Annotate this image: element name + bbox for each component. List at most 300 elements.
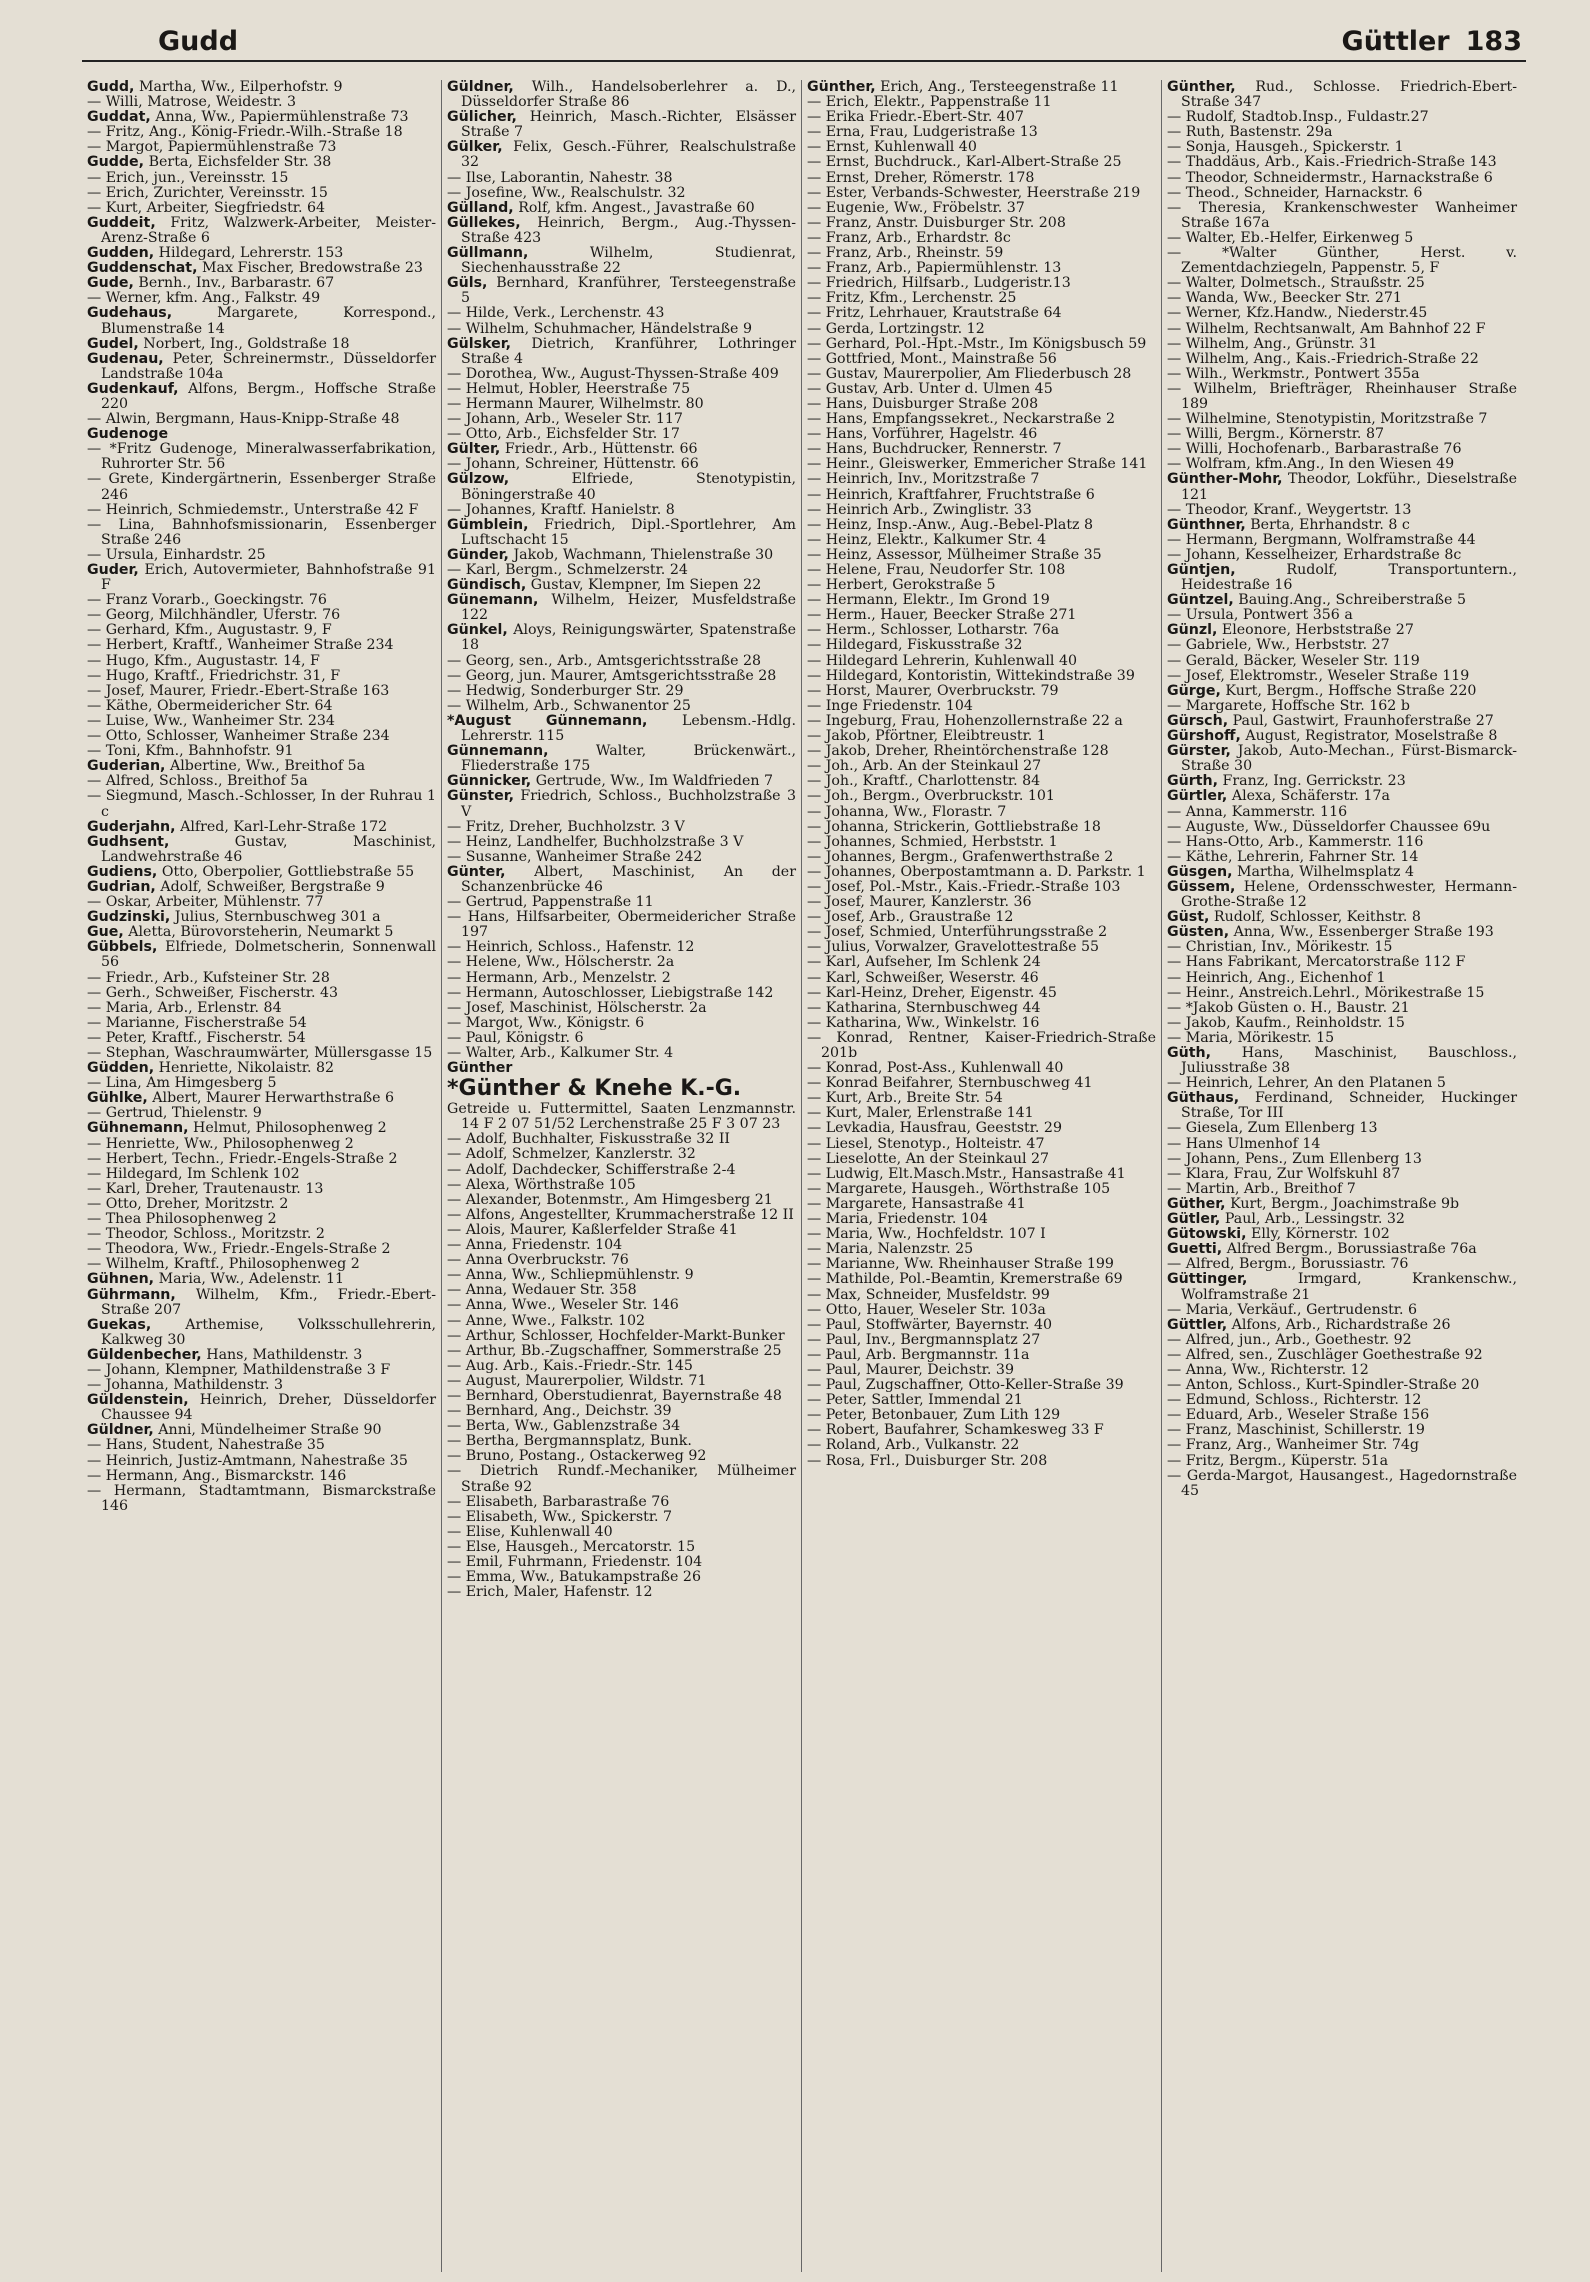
entry-details: — Heinz, Landhelfer, Buchholzstraße 3 V [447,833,744,850]
entry-details: — Gottfried, Mont., Mainstraße 56 [807,350,1057,367]
directory-entry [87,1091,436,1106]
entry-details: — Herbert, Techn., Friedr.-Engels-Straße 2 [87,1150,398,1167]
directory-entry [807,1348,1156,1363]
directory-entry [807,955,1156,970]
entry-details: Friedrich, Dipl.-Sportlehrer, Am Luftschacht 15 [461,516,796,548]
directory-entry [1167,729,1517,744]
directory-entry [807,1378,1156,1393]
directory-entry [807,986,1156,1001]
entry-details: — Arthur, Bb.-Zugschaffner, Sommerstraße 25 [447,1342,782,1359]
directory-entry [87,110,436,125]
directory-entry [447,427,796,442]
directory-entry [1167,503,1517,518]
entry-details: — *Walter Günther, Herst. v. Zementdachziegeln, Pappenstr. 5, F [1167,245,1517,277]
directory-entry [1167,608,1517,623]
directory-entry [447,322,796,337]
entry-details: Bernhard, Kranführer, Tersteegenstraße 5 [461,275,796,307]
entry-details: Wilhelm, Studienrat, Siechenhausstraße 22 [461,245,796,277]
entry-details: — Werner, Kfz.Handw., Niederstr.45 [1167,305,1428,322]
entry-details: — Franz, Arg., Wanheimer Str. 74g [1167,1437,1420,1454]
directory-entry [1167,276,1517,291]
page-number: 183 [1465,26,1522,57]
entry-details: — Paul, Stoffwärter, Bayernstr. 40 [807,1316,1053,1333]
entry-surname: Gue, [87,924,124,941]
directory-entry [87,276,436,291]
directory-entry [1167,1363,1517,1378]
directory-entry [1167,291,1517,306]
entry-details: — Franz, Anstr. Duisburger Str. 208 [807,214,1066,231]
directory-entry [807,548,1156,563]
directory-entry [87,427,436,442]
entry-details: Alfred Bergm., Borussiastraße 76a [1222,1241,1477,1258]
entry-surname: Güttinger, [1167,1271,1248,1288]
directory-entry [1167,1393,1517,1408]
directory-entry [87,1454,436,1469]
entry-details: — Wilhelm, Ang., Kais.-Friedrich-Straße 22 [1167,350,1479,367]
entry-details: — Paul, Arb. Bergmannstr. 11a [807,1346,1030,1363]
entry-details: — Anna, Ww., Schliepmühlenstr. 9 [447,1267,694,1284]
directory-entry [807,276,1156,291]
entry-details: Jakob, Wachmann, Thielenstraße 30 [508,546,774,563]
entry-details: — Theodora, Ww., Friedr.-Engels-Straße 2 [87,1241,391,1258]
entry-details: — Anna Overbruckstr. 76 [447,1252,629,1269]
directory-entry [1167,1046,1517,1076]
entry-surname: Günther-Mohr, [1167,471,1283,488]
directory-entry [1167,1257,1517,1272]
directory-entry [447,1031,796,1046]
directory-entry [447,1268,796,1283]
directory-entry [447,472,796,502]
directory-entry [87,1484,436,1514]
entry-surname: Gühlke, [87,1090,148,1107]
entry-surname: Günster, [447,788,514,805]
entry-details: Jakob, Auto-Mechan., Fürst-Bismarck-Straße 30 [1181,743,1517,775]
entry-details: — Heinrich Arb., Zwinglistr. 33 [807,501,1032,518]
entry-details: — Paul, Königstr. 6 [447,1029,584,1046]
entry-surname: Güntjen, [1167,562,1236,578]
directory-entry [807,95,1156,110]
directory-entry [807,1137,1156,1152]
directory-entry [447,1540,796,1555]
directory-entry [87,744,436,759]
entry-details: — Johanna, Strickerin, Gottliebstraße 18 [807,818,1101,835]
directory-entry [447,910,796,940]
entry-details: — Alfred, sen., Zuschläger Goethestraße 92 [1167,1346,1483,1363]
entry-details: — Karl, Schweißer, Weserstr. 46 [807,969,1039,986]
entry-details: — Kurt, Arbeiter, Siegfriedstr. 64 [87,199,326,216]
directory-entry [447,1434,796,1449]
entry-details: — Marianne, Fischerstraße 54 [87,1014,307,1031]
entry-details: — Anna, Ww., Richterstr. 12 [1167,1361,1369,1378]
entry-surname: Guddat, [87,109,151,126]
entry-details: — Hans Ulmenhof 14 [1167,1135,1321,1152]
directory-entry [447,940,796,955]
entry-details: Bernh., Inv., Barbarastr. 67 [133,275,335,292]
directory-entry [807,1121,1156,1136]
directory-entry [807,1242,1156,1257]
directory-entry [87,835,436,865]
directory-entry [447,1163,796,1178]
directory-entry [87,140,436,155]
entry-details: — Josef, Pol.-Mstr., Kais.-Friedr.-Straße 103 [807,878,1121,895]
entry-details: — Alfred, Bergm., Borussiastr. 76 [1167,1256,1409,1273]
entry-details: — Johann, Pens., Zum Ellenberg 13 [1167,1150,1422,1167]
directory-entry: *Günther & Knehe K.-G. [447,1076,742,1102]
directory-entry [1167,306,1517,321]
directory-entry [1167,1212,1517,1227]
entry-details: — *Jakob Güsten o. H., Baustr. 21 [1167,999,1410,1016]
entry-details: — Hugo, Kraftf., Friedrichstr. 31, F [87,667,341,684]
entry-details: — Emma, Ww., Batukampstraße 26 [447,1569,701,1586]
entry-surname: Gudrian, [87,878,156,895]
directory-entry [1167,654,1517,669]
entry-details: — Ursula, Einhardstr. 25 [87,546,266,563]
entry-details: — Franz, Arb., Papiermühlenstr. 13 [807,260,1062,277]
entry-details: — Margarete, Hansastraße 41 [807,1195,1026,1212]
directory-entry [1167,1091,1517,1121]
entry-surname: Gürth, [1167,773,1219,790]
entry-surname: Guder, [87,562,139,578]
directory-entry [807,729,1156,744]
entry-details: Franz, Ing. Gerrickstr. 23 [1218,773,1406,790]
entry-details: — Hans, Hilfsarbeiter, Obermeidericher Straße 197 [447,909,796,941]
entry-details: — Georg, sen., Arb., Amtsgerichtsstraße 28 [447,652,762,669]
entry-details: — Theodor, Schneidermstr., Harnackstraße 6 [1167,169,1493,186]
directory-columns [82,80,1524,2272]
directory-entry [87,171,436,186]
entry-details: — Otto, Arb., Eichsfelder Str. 17 [447,426,680,443]
directory-entry [807,140,1156,155]
entry-details: — Karl, Aufseher, Im Schlenk 24 [807,954,1041,971]
directory-entry [87,1076,436,1091]
directory-entry [807,684,1156,699]
directory-entry [87,261,436,276]
directory-entry [807,1016,1156,1031]
entry-surname: Gudden, [87,245,155,262]
directory-entry [807,1197,1156,1212]
entry-details: — Hermann Maurer, Wilhelmstr. 80 [447,395,704,412]
entry-details: Paul, Arb., Lessingstr. 32 [1220,1211,1405,1228]
entry-details: — Inge Friedenstr. 104 [807,697,973,714]
directory-entry [1167,1454,1517,1469]
directory-entry [807,171,1156,186]
directory-entry [87,155,436,170]
directory-entry [807,1257,1156,1272]
directory-entry [447,1193,796,1208]
directory-entry [1167,1333,1517,1348]
entry-details: — Wilhelm, Schuhmacher, Händelstraße 9 [447,320,752,337]
directory-entry [1167,850,1517,865]
directory-entry [807,880,1156,895]
entry-details: — Wilhelm, Arb., Schwanentor 25 [447,697,691,714]
directory-entry [1167,910,1517,925]
entry-details: Gustav, Maschinist, Landwehrstraße 46 [101,833,436,865]
entry-details: — Rosa, Frl., Duisburger Str. 208 [807,1452,1048,1469]
directory-entry [807,1212,1156,1227]
entry-details: — Hans, Student, Nahestraße 35 [87,1437,325,1454]
entry-surname: Gühnen, [87,1271,155,1288]
directory-entry [447,986,796,1001]
entry-surname: Güldner, [447,80,514,95]
directory-entry [447,1061,796,1076]
directory-entry [807,231,1156,246]
entry-details: Julius, Sternbuschweg 301 a [170,909,381,926]
entry-details: Elfriede, Dolmetscherin, Sonnenwall 56 [101,939,436,971]
directory-entry [447,503,796,518]
entry-surname: Gudd, [87,80,135,95]
directory-entry [1167,382,1517,412]
directory-entry [447,1102,796,1132]
directory-entry [447,548,796,563]
directory-entry [447,171,796,186]
directory-entry [87,1106,436,1121]
entry-surname: Gürster, [1167,743,1231,760]
directory-entry [807,593,1156,608]
directory-entry [1167,1318,1517,1333]
entry-details: Max Fischer, Bredowstraße 23 [197,260,423,277]
entry-details: — Bernhard, Oberstudienrat, Bayernstraße 48 [447,1387,782,1404]
directory-entry [807,578,1156,593]
directory-entry [87,1061,436,1076]
directory-entry [1167,1438,1517,1453]
header-right-group [1342,26,1522,57]
directory-entry [807,910,1156,925]
entry-details: — Friedr., Arb., Kufsteiner Str. 28 [87,969,330,986]
entry-details: Kurt, Bergm., Hoffsche Straße 220 [1220,682,1477,699]
entry-details: — Roland, Arb., Vulkanstr. 22 [807,1437,1020,1454]
entry-details: — Josef, Maurer, Friedr.-Ebert-Straße 163 [87,682,390,699]
entry-surname: Güth, [1167,1045,1212,1061]
entry-details: — Alexander, Botenmstr., Am Himgesberg 21 [447,1191,773,1208]
entry-details: Rudolf, Transportuntern., Heidestraße 16 [1181,562,1517,594]
directory-entry [1167,805,1517,820]
directory-entry [807,940,1156,955]
entry-details: — Erich, Maler, Hafenstr. 12 [447,1584,653,1601]
directory-entry [87,1137,436,1152]
directory-entry [1167,231,1517,246]
directory-entry [447,397,796,412]
directory-entry [87,1001,436,1016]
directory-entry [1167,140,1517,155]
entry-details: — Käthe, Obermeidericher Str. 64 [87,697,333,714]
directory-entry [1167,774,1517,789]
entry-details: — Christian, Inv., Mörikestr. 15 [1167,939,1393,956]
entry-surname: Gudhsent, [87,833,170,850]
entry-details: Martha, Ww., Eilperhofstr. 9 [134,80,343,95]
directory-entry [1167,699,1517,714]
entry-surname: Günter, [447,863,506,880]
entry-surname: Gülzow, [447,471,510,488]
entry-details: — Erich, jun., Vereinsstr. 15 [87,169,289,186]
entry-details: — Auguste, Ww., Düsseldorfer Chaussee 69u [1167,818,1491,835]
entry-details: — Walter, Dolmetsch., Straußstr. 25 [1167,275,1425,292]
entry-details: — Maria, Ww., Hochfeldstr. 107 I [807,1226,1046,1243]
directory-entry [807,971,1156,986]
entry-details: — Johann, Klempner, Mathildenstraße 3 F [87,1361,391,1378]
directory-entry [447,1570,796,1585]
directory-entry [807,1333,1156,1348]
entry-details: Wilhelm, Kfm., Friedr.-Ebert-Straße 207 [101,1286,436,1318]
directory-entry [1167,1469,1517,1499]
directory-entry [1167,940,1517,955]
directory-entry [807,427,1156,442]
entry-details: — Herm., Hauer, Beecker Straße 271 [807,607,1077,624]
entry-details: — Dietrich Rundf.-Mechaniker, Mülheimer Straße 92 [447,1463,796,1495]
directory-entry [807,1318,1156,1333]
entry-details: Aletta, Bürovorsteherin, Neumarkt 5 [123,924,394,941]
entry-details: Alfons, Bergm., Hoffsche Straße 220 [101,380,436,412]
entry-surname: Gürtler, [1167,788,1228,805]
entry-details: — Siegmund, Masch.-Schlosser, In der Ruhrau 1 c [87,788,436,820]
entry-details: — Alois, Maurer, Kaßlerfelder Straße 41 [447,1221,738,1238]
directory-entry [447,1329,796,1344]
directory-entry [807,1363,1156,1378]
directory-entry [1167,638,1517,653]
entry-details: — Johannes, Schmied, Herbststr. 1 [807,833,1058,850]
entry-surname: Gütler, [1167,1211,1221,1228]
directory-entry [807,80,1156,95]
entry-details: — Gerda, Lortzingstr. 12 [807,320,985,337]
entry-surname: Günther, [1167,80,1236,95]
entry-surname: Gülland, [447,199,514,216]
directory-entry [87,472,436,502]
entry-details: — Ruth, Bastenstr. 29a [1167,124,1333,141]
entry-details: — Grete, Kindergärtnerin, Essenberger Straße 246 [87,471,436,503]
directory-entry [807,789,1156,804]
directory-entry [1167,427,1517,442]
entry-details: — Johannes, Oberpostamtmann a. D. Parkstr. 1 [807,863,1146,880]
entry-details: Eleonore, Herbststraße 27 [1217,622,1414,639]
directory-entry [1167,1242,1517,1257]
entry-details: — Johann, Kesselheizer, Erhardstraße 8c [1167,546,1462,563]
directory-entry [87,654,436,669]
directory-entry [87,789,436,819]
directory-entry [447,714,796,744]
directory-entry [1167,80,1517,110]
entry-details: — Anne, Wwe., Falkstr. 102 [447,1312,646,1329]
directory-entry [87,1031,436,1046]
directory-entry [447,1464,796,1494]
entry-details: Maria, Ww., Adelenstr. 11 [154,1271,344,1288]
directory-entry [87,1393,436,1423]
entry-details: Wilh., Handelsoberlehrer a. D., Düsseldorfer Straße 86 [461,80,796,111]
directory-entry [87,880,436,895]
entry-details: — Gerald, Bäcker, Weseler Str. 119 [1167,652,1420,669]
entry-surname: Gudiens, [87,863,158,880]
directory-entry [807,533,1156,548]
directory-entry [1167,593,1517,608]
entry-details: — Alexa, Wörthstraße 105 [447,1176,636,1193]
directory-entry [807,442,1156,457]
entry-details: Norbert, Ing., Goldstraße 18 [138,335,350,352]
entry-surname: Güldenstein, [87,1392,189,1409]
entry-details: — Wanda, Ww., Beecker Str. 271 [1167,290,1402,307]
directory-entry [1167,1227,1517,1242]
entry-surname: Günnemann, [447,743,549,760]
entry-details: — Willi, Bergm., Körnerstr. 87 [1167,426,1385,443]
entry-details: — Josefine, Ww., Realschulstr. 32 [447,184,686,201]
directory-entry [87,1378,436,1393]
directory-entry [1167,352,1517,367]
directory-entry [807,1106,1156,1121]
entry-details: — Ernst, Kuhlenwall 40 [807,139,977,156]
entry-details: — Peter, Sattler, Immendal 21 [807,1392,1023,1409]
entry-details: Heinrich, Bergm., Aug.-Thyssen-Straße 423 [461,214,796,246]
entry-details: — Heinr., Gleiswerker, Emmericher Straße 141 [807,456,1148,473]
directory-entry [807,367,1156,382]
directory-entry [447,895,796,910]
entry-details: Wilhelm, Heizer, Musfeldstraße 122 [461,592,796,624]
directory-entry [807,412,1156,427]
entry-details: — Anna, Kammerstr. 116 [1167,803,1348,820]
directory-entry [807,714,1156,729]
entry-details: — Katharina, Ww., Winkelstr. 16 [807,1014,1040,1031]
entry-details: Ferdinand, Schneider, Huckinger Straße, Tor III [1181,1090,1517,1122]
directory-entry [447,1314,796,1329]
entry-details: — Fritz, Dreher, Buchholzstr. 3 V [447,818,685,835]
directory-entry [1167,1167,1517,1182]
directory-entry [1167,971,1517,986]
directory-entry [447,1178,796,1193]
entry-details: — Gustav, Arb. Unter d. Ulmen 45 [807,380,1053,397]
entry-surname: Günther [447,1060,513,1077]
directory-entry [807,638,1156,653]
entry-details: — Paul, Zugschaffner, Otto-Keller-Straße 39 [807,1377,1124,1394]
directory-entry [1167,789,1517,804]
entry-details: Theodor, Lokführ., Dieselstraße 121 [1181,471,1517,503]
entry-details: Helmut, Philosophenweg 2 [188,1120,387,1137]
directory-entry [87,986,436,1001]
directory-entry [87,820,436,835]
directory-entry [447,1132,796,1147]
entry-details: — Elise, Kuhlenwall 40 [447,1523,613,1540]
entry-details: Erich, Autovermieter, Bahnhofstraße 91 F [101,562,436,594]
directory-entry [1167,533,1517,548]
directory-entry [807,623,1156,638]
directory-entry [807,352,1156,367]
entry-details: Arthemise, Volksschullehrerin, Kalkweg 30 [101,1316,436,1348]
entry-details: — Helmut, Hobler, Heerstraße 75 [447,380,691,397]
entry-surname: Guddenschat, [87,260,198,277]
header-right-keyword: Güttler [1341,26,1450,57]
directory-entry [1167,684,1517,699]
directory-entry [1167,669,1517,684]
directory-entry [807,1288,1156,1303]
directory-entry [1167,563,1517,593]
entry-surname: Gürsch, [1167,712,1229,729]
directory-entry [87,910,436,925]
directory-entry [447,1046,796,1061]
directory-entry [1167,1378,1517,1393]
entry-surname: Gürge, [1167,682,1221,699]
entry-details: — Anton, Schloss., Kurt-Spindler-Straße 20 [1167,1377,1480,1394]
entry-details: — Anna, Friedenstr. 104 [447,1237,623,1254]
entry-surname: Güllekes, [447,214,521,231]
entry-details: Berta, Eichsfelder Str. 38 [144,154,332,171]
entry-surname: Güls, [447,275,488,292]
entry-details: — Max, Schneider, Musfeldstr. 99 [807,1286,1050,1303]
entry-surname: Güntzel, [1167,592,1234,609]
entry-details: — Emil, Fuhrmann, Friedenstr. 104 [447,1554,703,1570]
directory-entry [447,382,796,397]
entry-details: — Gerda-Margot, Hausangest., Hagedornstraße 45 [1167,1467,1517,1499]
entry-surname: Gümblein, [447,516,529,533]
directory-entry [447,820,796,835]
entry-details: — Fritz, Bergm., Küperstr. 51a [1167,1452,1389,1469]
entry-details: Henriette, Nikolaistr. 82 [154,1060,335,1077]
directory-entry [87,95,436,110]
entry-details: — Herbert, Gerokstraße 5 [807,577,996,594]
